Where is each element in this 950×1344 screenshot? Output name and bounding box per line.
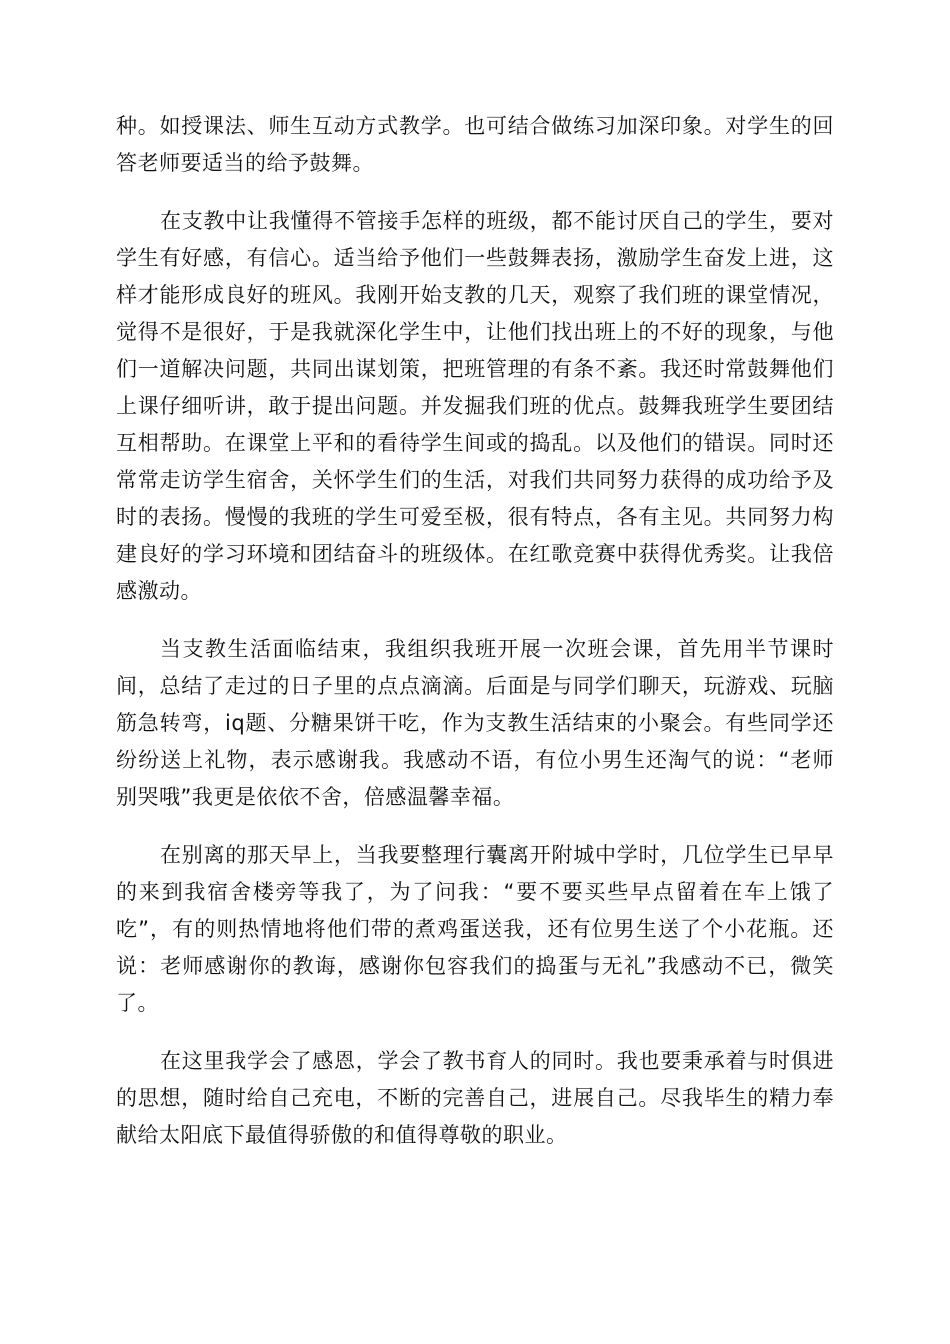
- paragraph-1: 种。如授课法、师生互动方式教学。也可结合做练习加深印象。对学生的回答老师要适当的给予鼓舞。: [116, 114, 834, 175]
- paragraph-4: 在别离的那天早上，当我要整理行囊离开附城中学时，几位学生已早早的来到我宿舍楼旁等我了，为了问我：“要不要买些早点留着在车上饿了吃”，有的则热情地将他们带的煮鸡蛋送我，还有位男生送了个小花瓶。还说：老师感谢你的教诲，感谢你包容我们的捣蛋与无礼”我感动不已，微笑了。: [116, 843, 834, 1015]
- paragraph-2: 在支教中让我懂得不管接手怎样的班级，都不能讨厌自己的学生，要对学生有好感，有信心。适当给予他们一些鼓舞表扬，激励学生奋发上进，这样才能形成良好的班风。我刚开始支教的几天，观察了我们班的课堂情况，觉得不是很好，于是我就深化学生中，让他们找出班上的不好的现象，与他们一道解决问题，共同出谋划策，把班管理的有条不紊。我还时常鼓舞他们上课仔细听讲，敢于提出问题。并发掘我们班的优点。鼓舞我班学生要团结互相帮助。在课堂上平和的看待学生间或的捣乱。以及他们的错误。同时还常常走访学生宿舍，关怀学生们的生活，对我们共同努力获得的成功给予及时的表扬。慢慢的我班的学生可爱至极，很有特点，各有主见。共同努力构建良好的学习环境和团结奋斗的班级体。在红歌竞赛中获得优秀奖。让我倍感激动。: [116, 209, 834, 603]
- paragraph-3: 当支教生活面临结束，我组织我班开展一次班会课，首先用半节课时间，总结了走过的日子里的点点滴滴。后面是与同学们聊天，玩游戏、玩脑筋急转弯，iq题、分糖果饼干吃，作为支教生活结束的小聚会。有些同学还纷纷送上礼物，表示感谢我。我感动不语，有位小男生还淘气的说：“老师别哭哦”我更是依依不舍，倍感温馨幸福。: [116, 637, 834, 809]
- paragraph-5: 在这里我学会了感恩，学会了教书育人的同时。我也要秉承着与时俱进的思想，随时给自己充电，不断的完善自己，进展自己。尽我毕生的精力奉献给太阳底下最值得骄傲的和值得尊敬的职业。: [116, 1049, 834, 1147]
- document-body: [116, 108, 834, 1175]
